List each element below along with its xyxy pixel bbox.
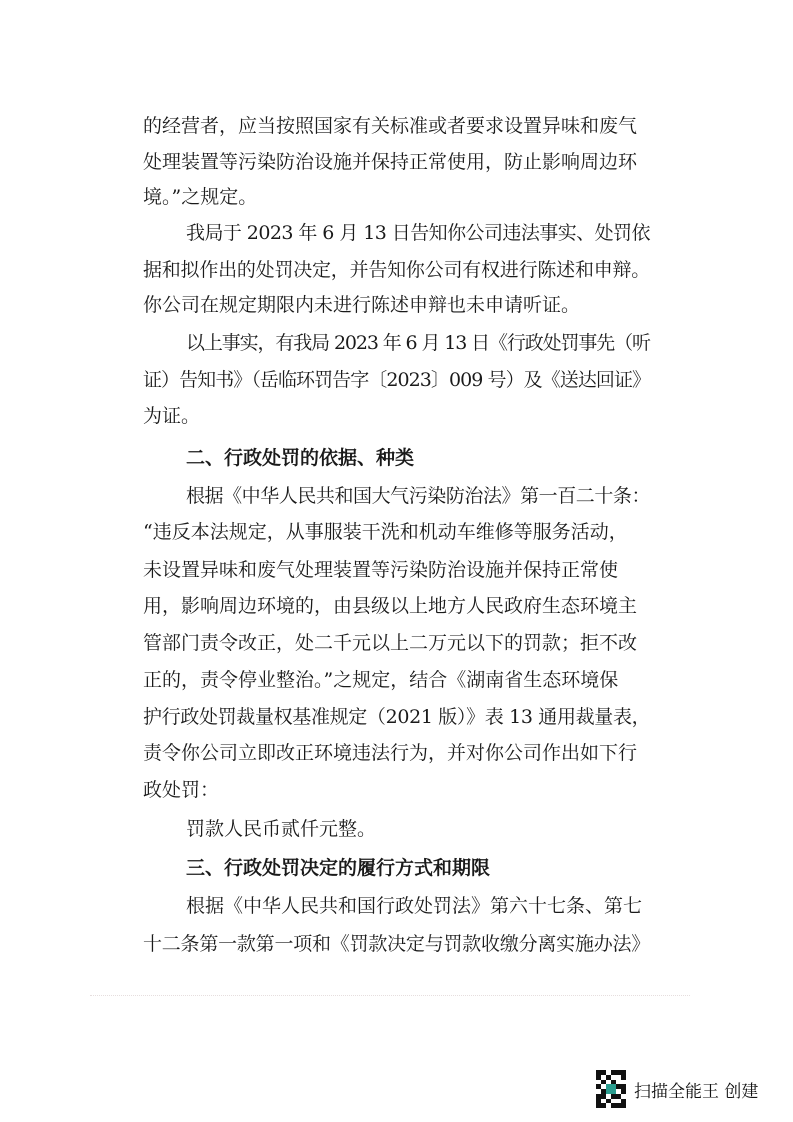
- text-line: 政处罚：: [143, 779, 220, 801]
- text-line: 管部门责令改正，处二千元以上二万元以下的罚款；拒不改: [143, 632, 638, 654]
- section-heading: 二、行政处罚的依据、种类: [186, 447, 415, 469]
- text-line: 正的，责令停业整治。”之规定，结合《湖南省生态环境保: [143, 669, 619, 691]
- text-line: 证）告知书》（岳临环罚告字〔2023〕009 号）及《送达回证》: [143, 369, 651, 391]
- section-heading: 三、行政处罚决定的履行方式和期限: [186, 857, 491, 879]
- text-line: 为证。: [143, 405, 201, 427]
- scan-artifact-line: [90, 995, 690, 997]
- text-line: 据和拟作出的处罚决定，并告知你公司有权进行陈述和申辩。: [143, 259, 651, 281]
- text-line: 罚款人民币贰仟元整。: [186, 818, 377, 840]
- text-line: 用，影响周边环境的，由县级以上地方人民政府生态环境主: [143, 595, 638, 617]
- text-line: 责令你公司立即改正环境违法行为，并对你公司作出如下行: [143, 742, 638, 764]
- text-line: “违反本法规定，从事服装干洗和机动车维修等服务活动，: [143, 521, 628, 543]
- text-line: 你公司在规定期限内未进行陈述申辩也未申请听证。: [143, 294, 581, 316]
- text-line: 未设置异味和废气处理装置等污染防治设施并保持正常使: [143, 559, 619, 581]
- text-line: 以上事实，有我局 2023 年 6 月 13 日《行政处罚事先（听: [186, 332, 650, 354]
- text-line: 根据《中华人民共和国大气污染防治法》第一百二十条：: [186, 485, 651, 507]
- qr-code-icon: [596, 1070, 626, 1108]
- watermark-text: 扫描全能王 创建: [634, 1081, 759, 1102]
- text-line: 我局于 2023 年 6 月 13 日告知你公司违法事实、处罚依: [186, 222, 650, 244]
- text-line: 护行政处罚裁量权基准规定（2021 版）》表 13 通用裁量表，: [143, 706, 651, 728]
- text-line: 境。”之规定。: [143, 186, 258, 208]
- text-line: 根据《中华人民共和国行政处罚法》第六十七条、第七: [186, 895, 643, 917]
- scanner-watermark: [596, 1070, 758, 1108]
- text-line: 处理装置等污染防治设施并保持正常使用，防止影响周边环: [143, 151, 638, 173]
- text-line: 十二条第一款第一项和《罚款决定与罚款收缴分离实施办法》: [143, 933, 651, 955]
- text-line: 的经营者，应当按照国家有关标准或者要求设置异味和废气: [143, 115, 638, 137]
